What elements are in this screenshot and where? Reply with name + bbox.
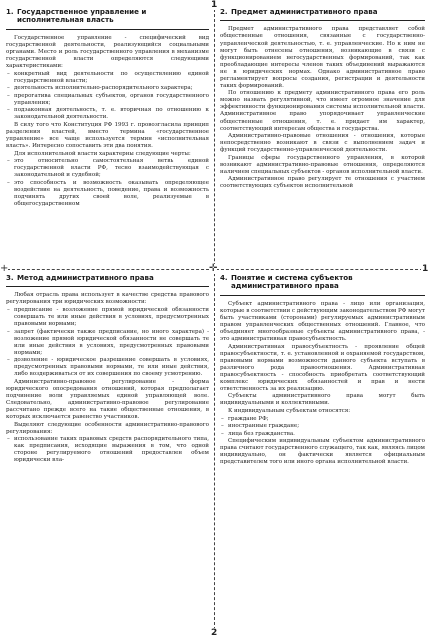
paragraph: Административно-правовые отношения - отношения, которые непосредственно возникают в связи с выполнением задач и функций государственно-управленческой деятельности. xyxy=(220,133,425,154)
paragraph: Государственное управление - специфический вид государственной деятельности, реализующийся социальными органами. Место и роль государственного управления в механизме государственной власти определяются следующими характеристиками: xyxy=(6,34,209,69)
paragraph: Административная правосубъектность - проявление общей правосубъектности, т. е. установленной и охраняемой государством, правовыми нормами возможности данного субъекта вступать в различного рода правоотношения. Административная правосубъектность - способность приобретать соответствующий комплекс юридических обязанностей и прав и нести ответственность за их реализацию. xyxy=(220,343,425,392)
top-center-marker: 1 xyxy=(211,0,218,10)
list-item: – прерогатива специальных субъектов, органов государственного управления; xyxy=(6,93,209,107)
card-subject-of-law xyxy=(220,8,425,264)
title-divider xyxy=(220,295,425,296)
list-item: – это относительно самостоятельная ветвь единой государственной власти РФ, тесно взаимодействующая с законодательной и судебной; xyxy=(6,158,209,179)
list-item: – использование таких правовых средств распорядительного типа, как предписания, исходящие выражения в том, что одной стороне регулируемого отношений предоставлен объем юридически вла- xyxy=(6,436,209,464)
characteristics-list xyxy=(6,71,209,122)
paragraph: Субъекты административного права могут быть индивидуальными и коллективными. xyxy=(220,393,425,407)
card-title xyxy=(6,8,209,25)
card-state-administration xyxy=(6,8,209,264)
card-body xyxy=(220,26,425,190)
paragraph: Границы сферы государственного управления, в которой возникают административно-правовые отношения, определяются наличием специальных субъектов - органов исполнительной власти. xyxy=(220,154,425,175)
list-item: – деятельность исполнительно-распорядительного характера; xyxy=(6,85,209,92)
vertical-cut-line xyxy=(214,4,215,635)
card-body xyxy=(220,301,425,467)
regulation-features-list xyxy=(6,436,209,464)
list-item: – дозволение - юридическое разрешение совершать в условиях, предусмотренных правовыми нормами, те или иные действия, либо воздерживаться от их совершения по своему усмотрению. xyxy=(6,357,209,378)
paragraph: Административно-правовое регулирование - форма юридического опосредования отношений, которая предполагает подчинение воли управляемых единой управляющей воле. Следовательно, административно-правовое регулирование рассчитано прежде всего на такие общественные отношения, в которых исключается равенство участников. xyxy=(6,378,209,421)
list-item: – граждане РФ; xyxy=(220,416,425,423)
card-number: 3. xyxy=(6,274,14,282)
paragraph: Предмет административного права представляет собой общественные отношения, связанные с государственно-управленческой деятельностью, т. е. управленческие. Но к ним не могут быть отнесены отношения, возникающие в связи с функционированием негосударственных формирований, так как преобладающие интересы членов таких объединений выражаются не в юридических нормах. Однако административное право регламентирует вопросы создания, регистрации и деятельности таких формирований. xyxy=(220,26,425,89)
card-method-of-law xyxy=(6,274,209,632)
paragraph: Для исполнительной власти характерны следующие черты: xyxy=(14,150,191,157)
card-body xyxy=(6,292,209,464)
paragraph: Выделяют следующие особенности административно-правового регулирования: xyxy=(6,421,209,435)
paragraph: По отношению к предмету административного права его роль можно назвать регулятивной, что имеет огромное значение для эффективности функционирования системы исполнительной власти. Административное право упорядочивает управленческие общественные отношения, т. е. придает им характер, соответствующий интересам общества и государства. xyxy=(220,90,425,132)
individual-subjects-list xyxy=(220,416,425,438)
list-item: – лица без гражданства. xyxy=(220,431,425,438)
card-title xyxy=(220,8,425,16)
card-title-text: Государственное управление и исполнительная власть xyxy=(17,8,147,25)
left-cross-icon: + xyxy=(0,263,9,274)
paragraph: В силу того что Конституция РФ 1993 г. провозгласила принцип разделения властей, вместо термина «государственное управление» все чаще используется термин «исполнительная власть». Интересно сопоставить эти два понятия. xyxy=(6,121,209,150)
card-number: 2. xyxy=(220,8,228,16)
card-title xyxy=(6,274,209,282)
features-list xyxy=(6,158,209,208)
paragraph: К индивидуальным субъектам относятся: xyxy=(228,408,351,415)
card-title-text: Метод административного права xyxy=(17,274,154,282)
center-cross-icon: ✛ xyxy=(209,263,218,274)
title-divider xyxy=(6,286,209,287)
card-title-text: Понятие и система субъектов административного права xyxy=(231,274,353,291)
legal-means-list xyxy=(6,307,209,378)
card-title xyxy=(220,274,425,291)
title-divider xyxy=(6,29,209,30)
list-item: – предписание - возложение прямой юридической обязанности совершать те или иные действия в условиях, предусмотренных правовыми нормами; xyxy=(6,307,209,328)
paragraph: Любая отрасль права использует в качестве средства правового регулирования три юридических возможности: xyxy=(6,292,209,306)
card-subjects-of-law xyxy=(220,274,425,632)
list-item: – подзаконная деятельность, т. е. вторичная по отношению к законодательной деятельности. xyxy=(6,107,209,121)
card-number: 1. xyxy=(6,8,14,16)
paragraph: Субъект административного права - лицо или организация, которые в соответствии с действующим законодательством РФ могут быть участниками (сторонами) регулируемых административным правом управленческих общественных отношений. Главное, что объединяет многообразные субъекты административного права, - это административная правосубъектность. xyxy=(220,300,425,343)
card-title-text: Предмет административного права xyxy=(231,8,378,16)
right-edge-marker: 1 xyxy=(422,264,429,274)
list-item: – это способность и возможность оказывать определяющее воздействие на деятельность, поведение, права и возможность подчинять других своей воле, реализуемые в общегосударственном xyxy=(6,180,209,208)
list-item: – иностранные граждане; xyxy=(220,423,425,430)
list-item: – запрет (фактически также предписание, но иного характера) - возложение прямой юридической обязанности не совершать те или иные действия в условиях, предусмотренных правовыми нормами; xyxy=(6,329,209,357)
title-divider xyxy=(220,20,425,21)
bottom-center-marker: 2 xyxy=(211,628,218,638)
card-body xyxy=(6,35,209,208)
paragraph: Специфическим индивидуальным субъектом административного права считают государственного служащего, так как, являясь лицом индивидуально, он фактически является официальным представителем того или иного органа исполнительной власти. xyxy=(220,438,425,466)
card-number: 4. xyxy=(220,274,228,282)
paragraph: Административное право регулирует те отношения с участием соответствующих субъектов исполнительной xyxy=(220,176,425,190)
list-item: – конкретный вид деятельности по осуществлению единой государственной власти; xyxy=(6,71,209,85)
